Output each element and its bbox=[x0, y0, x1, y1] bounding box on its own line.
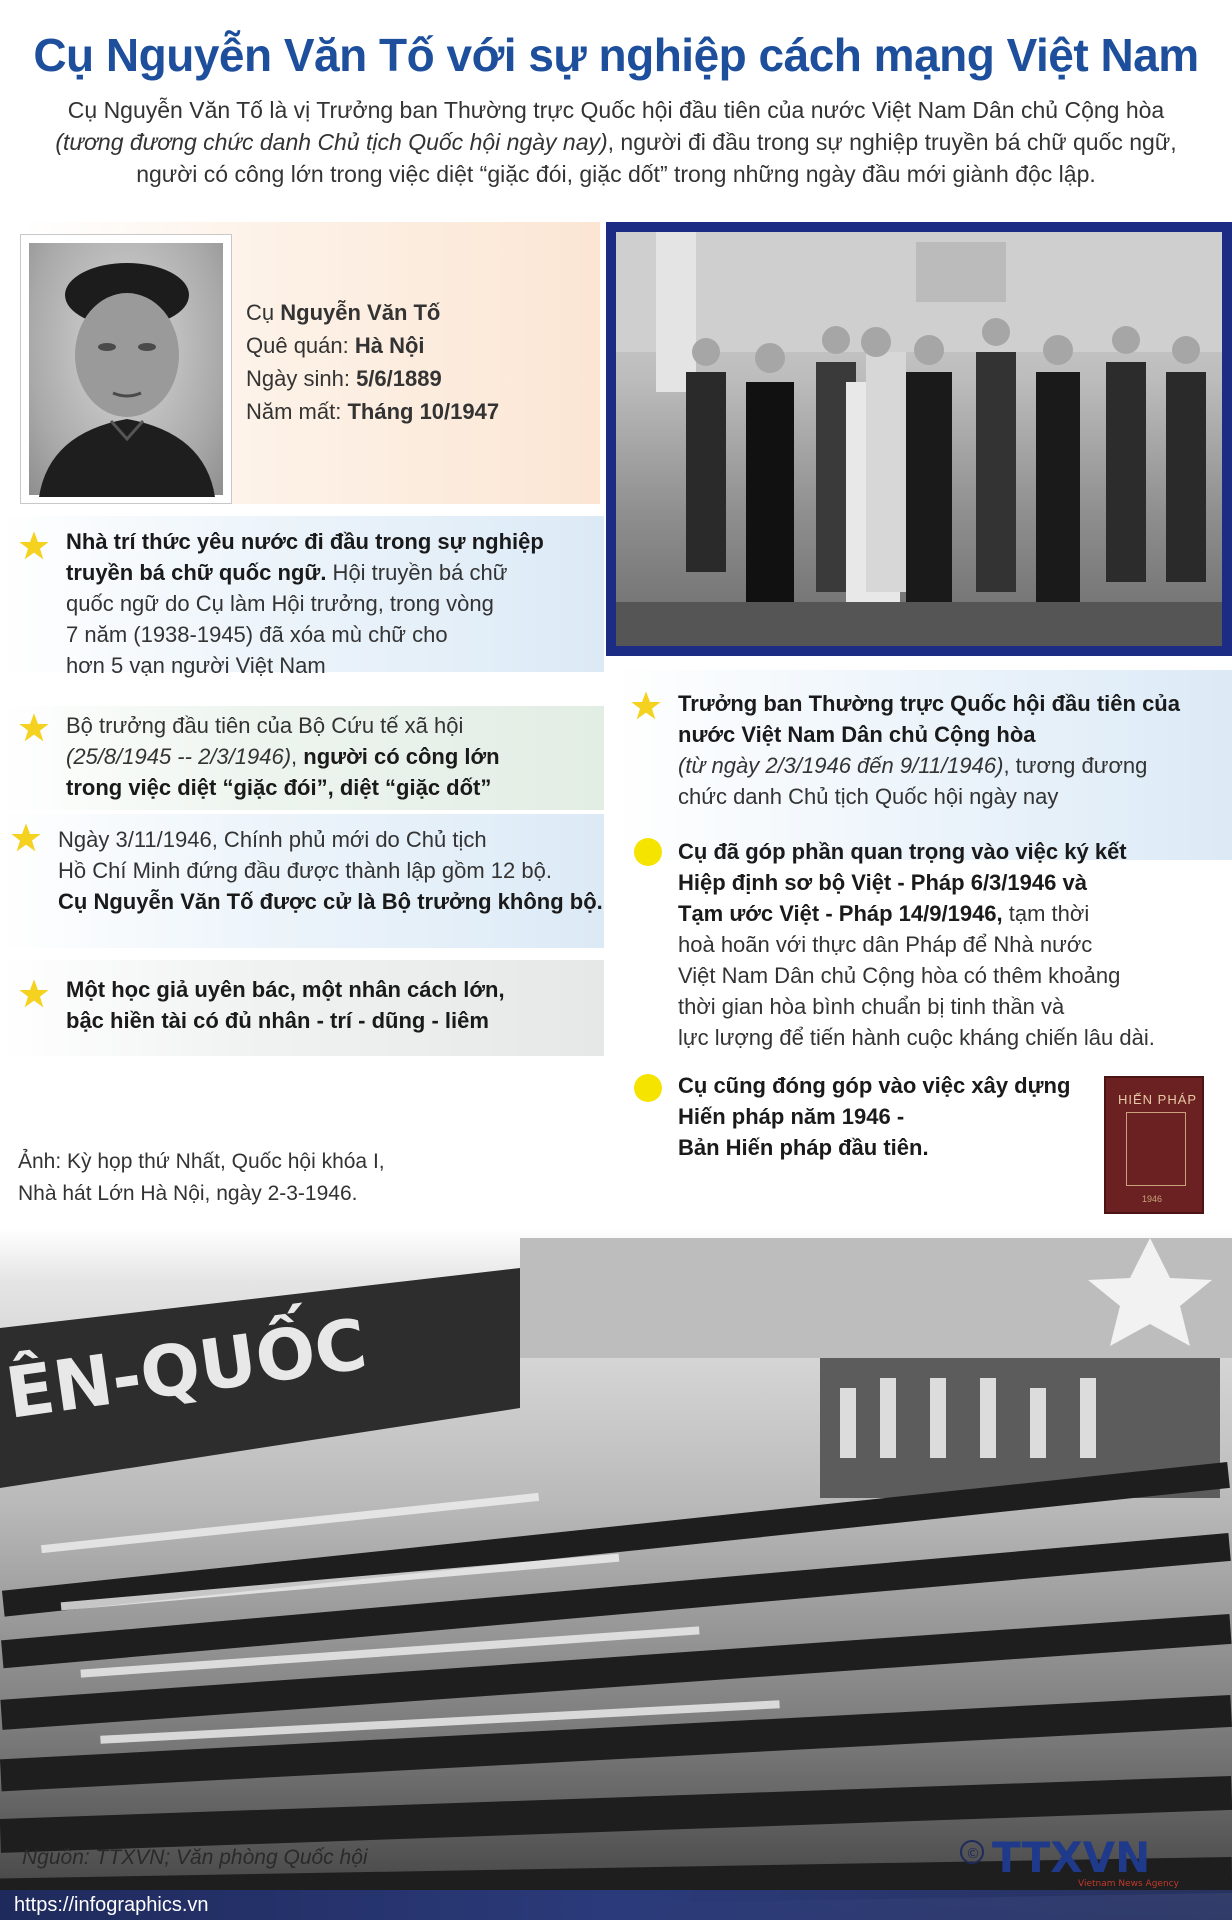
item-1-bold-2: truyền bá chữ quốc ngữ. bbox=[66, 560, 327, 585]
portrait-figure bbox=[29, 243, 225, 497]
item-2-italic: (25/8/1945 -- 2/3/1946) bbox=[66, 744, 292, 769]
item-3-bold-3: Cụ Nguyễn Văn Tố được cử là Bộ trưởng không bộ. bbox=[58, 889, 603, 914]
left-item-1 bbox=[66, 526, 544, 681]
page-title: Cụ Nguyễn Văn Tố với sự nghiệp cách mạng Việt Nam bbox=[33, 29, 1199, 81]
session-scene bbox=[0, 1228, 1232, 1920]
constitution-book-image bbox=[1104, 1076, 1204, 1214]
right-2-line-4: hoà hoãn với thực dân Pháp để Nhà nước bbox=[678, 932, 1093, 957]
profile-facts bbox=[246, 296, 499, 428]
portrait-image bbox=[29, 243, 223, 495]
item-2-bold-3: trong việc diệt “giặc đói”, diệt “giặc dốt” bbox=[66, 775, 492, 800]
caption-line-2: Nhà hát Lớn Hà Nội, ngày 2-3-1946. bbox=[18, 1182, 358, 1205]
item-3-line-1: Ngày 3/11/1946, Chính phủ mới do Chủ tịch bbox=[58, 827, 487, 852]
right-3-bold-2: Hiến pháp năm 1946 - bbox=[678, 1104, 905, 1129]
item-3-line-2: Hồ Chí Minh đứng đầu được thành lập gồm 12 bộ. bbox=[58, 858, 552, 883]
right-1-line-4: chức danh Chủ tịch Quốc hội ngày nay bbox=[678, 784, 1059, 809]
hometown-label: Quê quán: bbox=[246, 333, 355, 358]
item-1-text-2: Hội truyền bá chữ bbox=[326, 560, 508, 585]
name-prefix: Cụ bbox=[246, 300, 281, 325]
book-label: HIẾN PHÁP bbox=[1118, 1092, 1198, 1107]
profile-death-row bbox=[246, 395, 499, 428]
right-2-line-6: thời gian hòa bình chuẩn bị tinh thần và bbox=[678, 994, 1065, 1019]
death-value: Tháng 10/1947 bbox=[347, 399, 500, 424]
session-photo bbox=[0, 1228, 1232, 1920]
footer-url[interactable]: https://infographics.vn bbox=[14, 1894, 209, 1916]
right-1-bold-1: Trưởng ban Thường trực Quốc hội đầu tiên của bbox=[678, 691, 1180, 716]
star-icon bbox=[10, 822, 42, 854]
profile-hometown-row bbox=[246, 329, 499, 362]
ttxvn-logo bbox=[958, 1830, 1179, 1890]
star-icon bbox=[18, 712, 50, 744]
right-3-bold-1: Cụ cũng đóng góp vào việc xây dựng bbox=[678, 1073, 1071, 1098]
right-1-bold-2: nước Việt Nam Dân chủ Cộng hòa bbox=[678, 722, 1036, 747]
item-1-line-3: quốc ngữ do Cụ làm Hội trưởng, trong vòng bbox=[66, 591, 494, 616]
item-1-bold-1: Nhà trí thức yêu nước đi đầu trong sự nghiệp bbox=[66, 529, 544, 554]
left-item-4 bbox=[66, 974, 505, 1036]
hometown-value: Hà Nội bbox=[354, 333, 425, 358]
right-2-line-7: lực lượng để tiến hành cuộc kháng chiến lâu dài. bbox=[678, 1025, 1155, 1050]
bullet-dot-icon bbox=[634, 838, 662, 866]
source-note: Nguồn: TTXVN; Văn phòng Quốc hội bbox=[22, 1846, 368, 1869]
profile-birth-row bbox=[246, 362, 499, 395]
intro-line-2-rest: , người đi đầu trong sự nghiệp truyền bá chữ quốc ngữ, bbox=[607, 129, 1177, 155]
logo-subtext: Vietnam News Agency bbox=[1078, 1879, 1179, 1889]
right-item-1 bbox=[678, 688, 1180, 812]
star-icon bbox=[18, 978, 50, 1010]
profile-name: Nguyễn Văn Tố bbox=[280, 300, 441, 325]
item-1-line-5: hơn 5 vạn người Việt Nam bbox=[66, 653, 326, 678]
left-item-2: Bộ trưởng đầu tiên của Bộ Cứu tế xã hội (25/8/1945 -- 2/3/1946), người có công lớn trong việc diệt “giặc đói”, diệt “giặc dốt” bbox=[66, 710, 500, 803]
intro-paragraph bbox=[30, 94, 1202, 190]
star-icon bbox=[630, 690, 662, 722]
intro-line-1: Cụ Nguyễn Văn Tố là vị Trưởng ban Thường trực Quốc hội đầu tiên của nước Việt Nam Dân chủ Cộng hòa bbox=[67, 97, 1165, 123]
item-1-line-4: 7 năm (1938-1945) đã xóa mù chữ cho bbox=[66, 622, 448, 647]
death-label: Năm mất: bbox=[246, 399, 348, 424]
svg-text:©: © bbox=[966, 1846, 980, 1862]
assembly-photo-frame bbox=[606, 222, 1232, 656]
intro-line-2 bbox=[30, 126, 1202, 158]
logo-text: TTXVN bbox=[992, 1833, 1151, 1882]
group-figures bbox=[616, 232, 1222, 646]
assembly-photo bbox=[616, 232, 1222, 646]
right-item-2 bbox=[678, 836, 1155, 1053]
right-2-line-5: Việt Nam Dân chủ Cộng hòa có thêm khoảng bbox=[678, 963, 1121, 988]
caption-line-1: Ảnh: Kỳ họp thứ Nhất, Quốc hội khóa I, bbox=[18, 1150, 385, 1173]
left-item-3 bbox=[58, 824, 603, 917]
right-item-3 bbox=[678, 1070, 1070, 1163]
right-2-bold-3: Tạm ước Việt - Pháp 14/9/1946, bbox=[678, 901, 1003, 926]
right-1-rest: , tương đương bbox=[1003, 753, 1148, 778]
right-3-bold-3: Bản Hiến pháp đầu tiên. bbox=[678, 1135, 929, 1160]
star-icon bbox=[18, 530, 50, 562]
item-2-bold-2: người có công lớn bbox=[303, 744, 500, 769]
banner-text: ÊN-QUỐC bbox=[0, 1303, 372, 1435]
profile-name-row bbox=[246, 296, 499, 329]
photo-caption bbox=[18, 1146, 385, 1210]
item-4-bold-1: Một học giả uyên bác, một nhân cách lớn, bbox=[66, 977, 505, 1002]
book-year: 1946 bbox=[1142, 1194, 1163, 1204]
intro-line-3: người có công lớn trong việc diệt “giặc đói, giặc dốt” trong những ngày đầu mới giành độc lập. bbox=[136, 161, 1096, 187]
item-4-bold-2: bậc hiền tài có đủ nhân - trí - dũng - liêm bbox=[66, 1008, 489, 1033]
right-2-bold-2: Hiệp định sơ bộ Việt - Pháp 6/3/1946 và bbox=[678, 870, 1087, 895]
right-1-italic: (từ ngày 2/3/1946 đến 9/11/1946) bbox=[678, 753, 1004, 778]
bullet-dot-icon bbox=[634, 1074, 662, 1102]
item-2-line-1: Bộ trưởng đầu tiên của Bộ Cứu tế xã hội bbox=[66, 713, 464, 738]
book-plate bbox=[1126, 1112, 1186, 1186]
right-2-rest-3: tạm thời bbox=[1002, 901, 1090, 926]
birth-value: 5/6/1889 bbox=[356, 366, 442, 391]
birth-label: Ngày sinh: bbox=[246, 366, 357, 391]
right-2-bold-1: Cụ đã góp phần quan trọng vào việc ký kết bbox=[678, 839, 1127, 864]
portrait-photo bbox=[20, 234, 232, 504]
intro-italic: (tương đương chức danh Chủ tịch Quốc hội ngày nay) bbox=[55, 129, 608, 155]
